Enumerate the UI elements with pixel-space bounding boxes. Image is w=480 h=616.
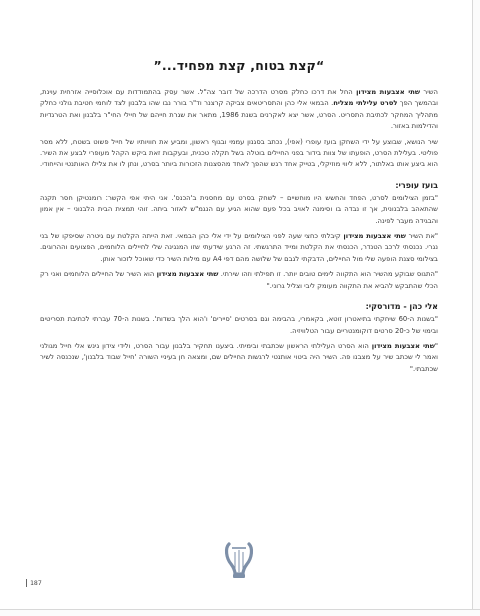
- intro-paragraph-1: [40, 87, 438, 133]
- intro-text: . הבמאי אלי כהן והתסריטאים צביקה קרצנר וד"ר בורר נבו שהו בלבנון לצד לוחמי חטיבת גולני כחלק מתהליך המחקר לכתיבת התסריט. הסרט, אשר יצא לאקרנים בשנת 1986, מתאר את שגרת חייהם של חיילי החי"ר בלבנון ואת הטרגדיות והדילמות באזור.: [40, 99, 438, 131]
- film-phrase-bold: לסרט עלילתי מצליח: [333, 99, 398, 108]
- interview-sections: [40, 181, 438, 375]
- song-title-bold: שתי אצבעות מצידון: [343, 232, 406, 241]
- quote-text: "את השיר: [405, 232, 438, 241]
- song-title-bold: שתי אצבעות מצידון: [356, 88, 421, 96]
- page-edge-right: [472, 0, 480, 616]
- quote-text: "בשנות ה-60 שיחקתי בתיאטרון זוטא, בקאמרי, בהבימה וגם בסרטים 'סיירים' ו'הוא הלך בשדות'. בשנות ה-70 עברתי לכתיבת תסריטים ובימוי של כ-20 סרטים דוקומנטריים עבור הטלוויזיה.: [40, 315, 438, 335]
- article-body: [40, 58, 438, 379]
- quote-paragraph: [40, 341, 438, 375]
- quote-paragraph: [40, 231, 438, 265]
- section-heading: בועז עופרי:: [395, 180, 438, 190]
- quote-paragraph: [40, 193, 438, 227]
- lyre-icon: [221, 538, 257, 582]
- page-number: 187: [26, 579, 42, 587]
- quote-text: ": [434, 341, 438, 350]
- section-heading: אלי כהן - מדורסקי:: [365, 302, 438, 312]
- quote-text: הוא השיר של החיילים הלוחמים ואני רק הכלי שהתבקש להביא את התקווה מעומק ליבי וצליל גרוני.": [40, 270, 438, 290]
- quote-text: קיבלתי כחצי שעה לפני הצילומים על ידי אלי כהן הבמאי. זאת הייתה הקלטת עם גיטרה שסיפקו של בני נגרי. נכנסתי לרכב הטנדר, הכנסתי את הקלטת ומייד התרגשתי. זה הרגע שידעתי שזו המנגינה שלי לחיילים הלוחמים, הפצועים וההרוגים. בצילומי סצנת הופעה שלי מול החיילים, הדבקתי לגבם של שלושה מהם דפי A4 עם מילות השיר כדי שאוכל לזכור אותן.: [40, 232, 438, 263]
- intro-text: החל את דרכו כחלק מסרט הדרכה של דובר צה"ל. אשר עסק בהתמודדות עם אוכלוסייה אזרחית עוינת, ובהמשך הפך: [40, 88, 438, 108]
- quote-text: הוא הסרט העלילתי הראשון שכתבתי ובימיתי. ביצענו תחקיר בלבנון עבור הסרט, ולידי צידון גינש אלי חייל מגולני ואמר לי שכתב שיר על מצבנו פה. השיר היה ביטוי אותנטי לרגשות החיילים שם, ומצאה חן בעיניי השורה 'חייל שבוד בלבנון', שנכנסה לשיר שכתבתי.": [40, 341, 438, 373]
- song-title-bold: שתי אצבעות מצידון: [156, 270, 219, 279]
- quote-text: "בזמן הצילומים לסרט, הפחד והחשש היו מוחשיים – לשחק בסרט עם מחסנית ב'הכנס'. אני היתי אפי הקשר: רומנטיקן חסר תקנה שהתאהב בלבנונית, אך זו נבדה בו וסימנה לאויב בכל פעם שהוא הגיע עם הנגמ"ש לאזור ביתה. זוהי תמצית הבית הלבנוני – אין אמון והבגידה מעבר לפינה.: [40, 193, 438, 225]
- intro-text: השיר: [420, 88, 439, 96]
- song-title-bold: שתי אצבעות מצידון: [371, 341, 435, 350]
- page-edge-bottom: [0, 609, 480, 616]
- quote-paragraph: [40, 314, 438, 337]
- page-title: “קצת בטוח, קצת מפחיד...”: [153, 58, 325, 73]
- quote-paragraph: [40, 269, 438, 292]
- quote-text: "התגוס שבוקע מהשיר הוא התקווה לימים טובים יותר. זו תפילתי וזהו שירתי.: [218, 270, 438, 279]
- intro-paragraph-2: שיר הנושא, שבוצע על ידי השחקן בועז עופרי (אפי), נכתב בסגנון עממי ובגוף ראשון, ומביע את חוויותיו של חייל פשוט בשטח, ללא מסר פוליטי. בעלילת הסרט, הופעתו של צוות בידור בפני החיילים בוטלה בשל תקלה טכנית, ובעקבות זאת ביקש הקהל מעופרי לבצע את השיר. הוא ביצע אותו באלתור, ללא ליווי מוזיקלי, בטייק אחד רגש שהפך לאחד מהסצנות הזכורות ביותר בסרט, ונתן לו את צלילו האותנטי והייחודי.: [40, 137, 438, 169]
